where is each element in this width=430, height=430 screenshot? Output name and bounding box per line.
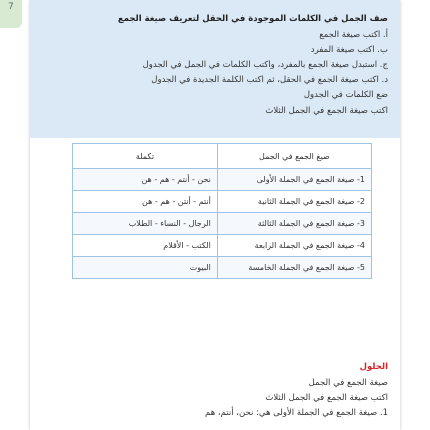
table-cell [217,169,371,191]
row-text: صيغة الجمع في الجملة الرابعة [254,241,355,250]
row-text: صيغة الجمع في الجملة الخامسة [248,263,355,272]
answer-table [72,143,372,279]
table-header-row [73,144,372,169]
row-number: 3- [357,219,365,228]
row-number: 2- [357,197,365,206]
question-line-1: صف الجمل في الكلمات الموجودة في الحقل لتعريف صيغة الجمع [117,14,388,24]
table-cell: الكتب - الأقلام [73,235,218,257]
row-text: صيغة الجمع في الجملة الأولى [256,175,355,184]
table-header-cell: صيغ الجمع في الجمل [217,144,371,169]
table-cell [217,235,371,257]
table-row [73,169,372,191]
table-cell: البيوت [73,257,218,279]
table-cell [217,213,371,235]
table-cell: أنتم - أنتن - هم - هن [73,191,218,213]
table-cell: الرجال - النساء - الطلاب [73,213,218,235]
question-line-7: اكتب صيغة الجمع في الجمل الثلاث [265,106,388,116]
table-cell: نحن - أنتم - هم - هن [73,169,218,191]
table-header-cell: تكملة [73,144,218,169]
answer-line-3: 1. صيغة الجمع في الجملة الأولى هي: نحن، أنتم، هم [205,408,388,418]
corner-tab-label: 7 [8,2,14,12]
corner-tab[interactable] [0,0,22,28]
row-number: 4- [357,241,365,250]
question-line-4: ج. استبدل صيغة الجمع بالمفرد، واكتب الكلمات في الجمل في الجدول [142,60,388,70]
answer-line-1: صيغة الجمع في الجمل [308,378,388,388]
answer-title: الحلول [359,362,388,372]
answer-line-2: اكتب صيغة الجمع في الجمل الثلاث [265,393,388,403]
table-row [73,191,372,213]
question-box [30,0,400,138]
question-line-6: ضع الكلمات في الجدول [303,90,388,100]
table-cell [217,257,371,279]
question-line-3: ب. اكتب صيغة المفرد [310,45,388,55]
worksheet-page [30,0,400,430]
row-text: صيغة الجمع في الجملة الثانية [257,197,355,206]
table-row [73,235,372,257]
question-line-5: د. اكتب صيغة الجمع في الحقل، ثم اكتب الكلمة الجديدة في الجدول [151,75,388,85]
row-number: 1- [357,175,365,184]
table-row [73,213,372,235]
row-number: 5- [357,263,365,272]
question-line-2: أ. اكتب صيغة الجمع [319,30,388,40]
table-cell [217,191,371,213]
table-row [73,257,372,279]
row-text: صيغة الجمع في الجملة الثالثة [257,219,355,228]
